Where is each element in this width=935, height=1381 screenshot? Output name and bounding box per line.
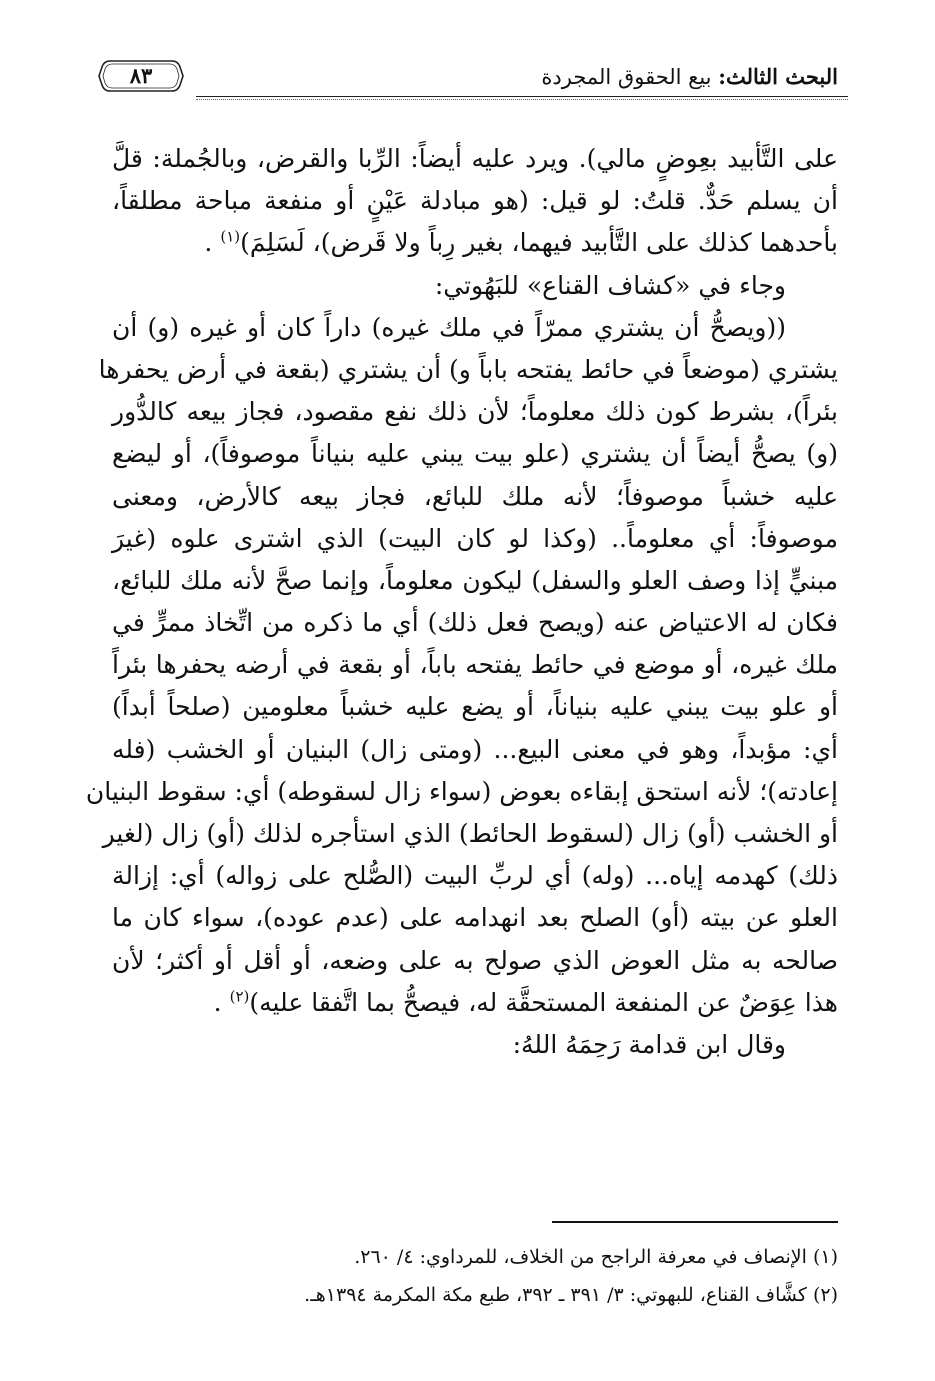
text-line bbox=[112, 222, 838, 264]
text-line bbox=[112, 982, 838, 1024]
text-line: وجاء في «كشاف القناع» للبَهُوتي: bbox=[434, 270, 786, 300]
text-line: عليه خشباً موصوفاً؛ لأنه ملك للبائع، فجاز بيعه كالأرض، ومعنى bbox=[112, 481, 838, 511]
footnote-ref-1: (١) bbox=[220, 228, 241, 247]
text-line: أي: مؤبداً، وهو في معنى البيع... (ومتى زال) البنيان أو الخشب (فله bbox=[112, 734, 838, 764]
header-section-topic: بيع الحقوق المجردة bbox=[541, 65, 719, 89]
text-line: (و) يصحُّ أيضاً أن يشتري (علو بيت يبني عليه بنياناً موصوفاً)، أو ليضع bbox=[112, 439, 838, 469]
text-line: ملك غيره، أو موضع في حائط يفتحه باباً، أو بقعة في أرضه يحفرها بئراً bbox=[112, 650, 838, 680]
text-line: العلو عن بيته (أو) الصلح بعد انهدامه على (عدم عوده)، سواء كان ما bbox=[112, 903, 838, 933]
footnote-ref-2: (٢) bbox=[229, 987, 250, 1006]
text-line: صالحه به مثل العوض الذي صولح به على وضعه، أو أقل أو أكثر؛ لأن bbox=[112, 945, 838, 975]
text-line: على التَّأبيد بعِوضٍ مالي). ويرد عليه أيضاً: الرِّبا والقرض، وبالجُملة: قلَّ bbox=[112, 144, 838, 173]
footnote-1: (١) الإنصاف في معرفة الراجح من الخلاف، للمرداوي: ٤/ ٢٦٠. bbox=[354, 1246, 838, 1268]
footnotes bbox=[112, 1238, 838, 1314]
text-line-content: بأحدهما كذلك على التَّأبيد فيهما، بغير رِباً ولا قَرض)، لَسَلِمَ) bbox=[240, 228, 838, 258]
page-number-badge bbox=[98, 58, 184, 94]
text-line: إعادته)؛ لأنه استحق إبقاءه بعوض (سواء زال لسقوطه) أي: سقوط البنيان bbox=[85, 776, 838, 806]
text-line: أو الخشب (أو) زال (لسقوط الحائط) الذي استأجره لذلك (أو) زال (لغير bbox=[102, 819, 838, 848]
body-text bbox=[85, 138, 838, 1066]
header-rule bbox=[196, 96, 848, 97]
text-line: ((ويصحُّ أن يشتري ممرّاً في ملك غيره) داراً كان أو غيره (و) أن bbox=[112, 312, 786, 342]
text-line: موصوفاً: أي معلوماً.. (وكذا لو كان البيت) الذي اشترى علوه (غيرَ bbox=[112, 523, 838, 553]
text-line: بئراً)، بشرط كون ذلك معلوماً؛ لأن ذلك نفع مقصود، فجاز بيعه كالدُّور bbox=[112, 397, 838, 427]
text-line: يشتري (موضعاً في حائط يفتحه باباً و) أن يشتري (بقعة في أرض يحفرها bbox=[98, 354, 838, 384]
text-line: فكان له الاعتياض عنه (ويصح فعل ذلك) أي ما ذكره من اتِّخاذ ممرٍّ في bbox=[112, 608, 838, 638]
text-line-content: هذا عِوَضٌ عن المنفعة المستحقَّة له، فيصحُّ بما اتَّفقا عليه) bbox=[249, 987, 838, 1017]
text-line: وقال ابن قدامة رَحِمَهُ اللهُ: bbox=[512, 1029, 786, 1059]
text-line: ذلك) كهدمه إياه... (وله) أي لربِّ البيت (الصُّلح على زواله) أي: إزالة bbox=[112, 861, 838, 891]
header-rule-dotted bbox=[196, 99, 848, 100]
sentence-end: . bbox=[213, 987, 230, 1017]
header-section-label: البحث الثالث: bbox=[718, 64, 838, 89]
page-header bbox=[98, 54, 838, 102]
text-line: أن يسلم حَدٌّ. قلتُ: لو قيل: (هو مبادلة عَيْنٍ أو منفعة مباحة مطلقاً، bbox=[112, 186, 838, 216]
sentence-end: . bbox=[204, 228, 221, 258]
page-number: ٨٣ bbox=[129, 63, 153, 88]
footnote-separator bbox=[552, 1221, 838, 1223]
text-line: أو علو بيت يبني عليه بنياناً، أو يضع عليه خشباً معلومين (صلحاً أبداً) bbox=[112, 692, 838, 722]
footnote-2: (٢) كشَّاف القناع، للبهوتي: ٣/ ٣٩١ ـ ٣٩٢، طبع مكة المكرمة ١٣٩٤هـ. bbox=[304, 1284, 838, 1306]
running-header-title bbox=[541, 64, 838, 89]
text-line: مبنيٍّ إذا وصف العلو والسفل) ليكون معلوماً، وإنما صحَّ لأنه ملك للبائع، bbox=[112, 565, 838, 595]
